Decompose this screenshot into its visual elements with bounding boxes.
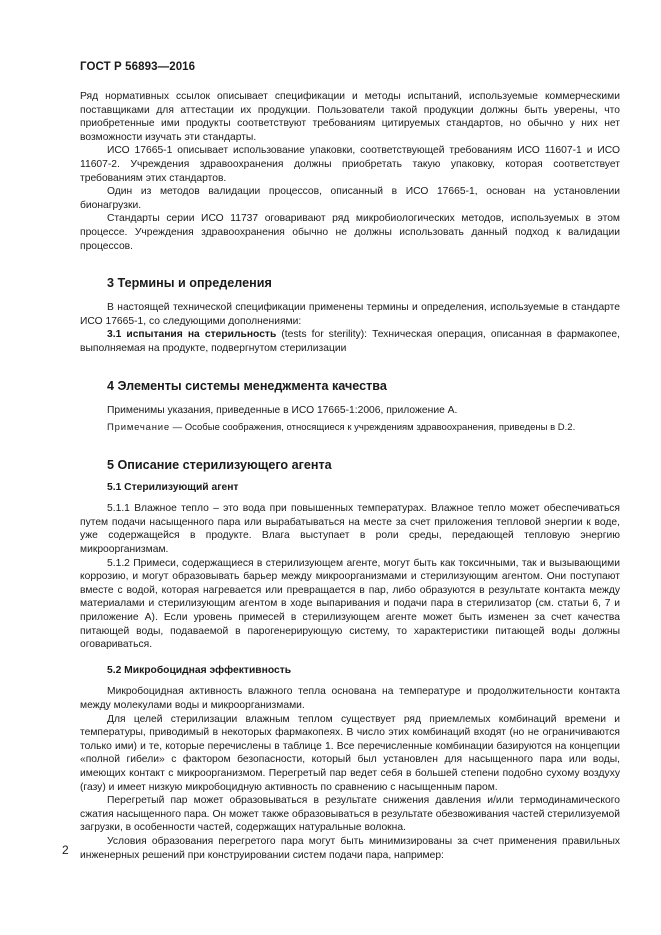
- paragraph-5-2-b: Для целей стерилизации влажным теплом существует ряд приемлемых комбинаций времени и температуры, приводимый в некоторых фармакопеях. В число этих комбинаций входят (но не ограничиваются только ими) и те, которые перечислены в таблице 1. Все перечисленные комбинации базируются на концепции «полной гибели» с фактором безопасности, который был установлен для насыщенного пара или воды, имеющих контакт с микроорганизмом. Перегретый пар ведет себя в большей степени подобно сухому воздуху (газу) и имеет низкую микробоцидную активность по сравнению с насыщенным паром.: [80, 713, 620, 793]
- intro-paragraph-1: Ряд нормативных ссылок описывает спецификации и методы испытаний, используемые коммерческими поставщиками для аттестации их продукции. Пользователи такой продукции должны быть уверены, что приобретенные ими продукты соответствуют требованиям цитируемых стандартов, но обычно у них нет возможности изучать эти стандарты.: [80, 91, 620, 143]
- section-4-paragraph: Применимы указания, приведенные в ИСО 17665-1:2006, приложение А.: [107, 404, 458, 416]
- subsection-5-2-heading: 5.2 Микробоцидная эффективность: [107, 664, 292, 676]
- intro-paragraph-2: ИСО 17665-1 описывает использование упаковки, соответствующей требованиям ИСО 11607-1 и ИСО 11607-2. Учреждения здравоохранения должны приобретать такую упаковку, которая соответствует требованиям этих стандартов.: [80, 145, 620, 184]
- paragraph-5-1-2: 5.1.2 Примеси, содержащиеся в стерилизующем агенте, могут быть как токсичными, так и вызывающими коррозию, и могут образовывать барьер между микроорганизмами и стерилизующим агентом. Они поступают вместе с водой, которая нагревается или превращается в пар, либо образуются в результате контакта между материалами и стерилизующим агентом в ходе выпаривания и подачи пара в стерилизатор (см. статьи 6, 7 и приложение А). Если уровень примесей в стерилизующем агенте может быть изменен за счет качества питающей воды, подаваемой в парогенерирующую систему, то характеристики питающей воды должны оговариваться.: [80, 557, 620, 651]
- section-4-note: [80, 421, 620, 435]
- term-3-1-title: 3.1 испытания на стерильность: [107, 329, 277, 341]
- subsection-5-1-heading: 5.1 Стерилизующий агент: [107, 481, 239, 493]
- section-3-paragraph: В настоящей технической спецификации применены термины и определения, используемые в стандарте ИСО 17665-1, со следующими дополнениями:: [80, 302, 620, 327]
- page-number: 2: [62, 843, 69, 857]
- section-5-heading: 5 Описание стерилизующего агента: [107, 457, 332, 472]
- note-text: — Особые соображения, относящиеся к учреждениям здравоохранения, приведены в D.2.: [170, 422, 576, 434]
- document-body: [80, 90, 620, 862]
- document-header: ГОСТ Р 56893—2016: [80, 61, 196, 73]
- intro-paragraph-3: Один из методов валидации процессов, описанный в ИСО 17665-1, основан на установлении бионагрузки.: [80, 186, 620, 211]
- section-4-heading: 4 Элементы системы менеджмента качества: [107, 378, 387, 393]
- paragraph-5-2-a: Микробоцидная активность влажного тепла основана на температуре и продолжительности контакта между молекулами воды и микроорганизмами.: [80, 686, 620, 711]
- term-3-1-definition: (tests for sterility): Техническая операция, описанная в фармакопее, выполняемая на продукте, подвергнутом стерилизации: [80, 329, 621, 354]
- intro-paragraph-4: Стандарты серии ИСО 11737 оговаривают ряд микробиологических методов, используемых в этом процессе. Учреждения здравоохранения обычно не должны использовать данный подход к валидации процессов.: [80, 213, 620, 252]
- paragraph-5-1-1: 5.1.1 Влажное тепло – это вода при повышенных температурах. Влажное тепло может обеспечиваться путем подачи насыщенного пара или вырабатываться на месте за счет приложения тепловой энергии к воде, уже содержащейся в продукте. Влага выступает в роли среды, передающей тепловую энергию микроорганизмам.: [80, 503, 620, 556]
- note-label: Примечание: [107, 422, 170, 434]
- paragraph-5-2-c: Перегретый пар может образовываться в результате снижения давления и/или термодинамического сжатия насыщенного пара. Он может также образовываться в результате обезвоживания частей стерилизуемой загрузки, в особенности частей, содержащих натуральные волокна.: [80, 795, 620, 834]
- term-3-1: [80, 328, 620, 355]
- paragraph-5-2-d: Условия образования перегретого пара могут быть минимизированы за счет применения правильных инженерных решений при конструировании систем подачи пара, например:: [80, 835, 620, 861]
- section-3-heading: 3 Термины и определения: [107, 276, 272, 291]
